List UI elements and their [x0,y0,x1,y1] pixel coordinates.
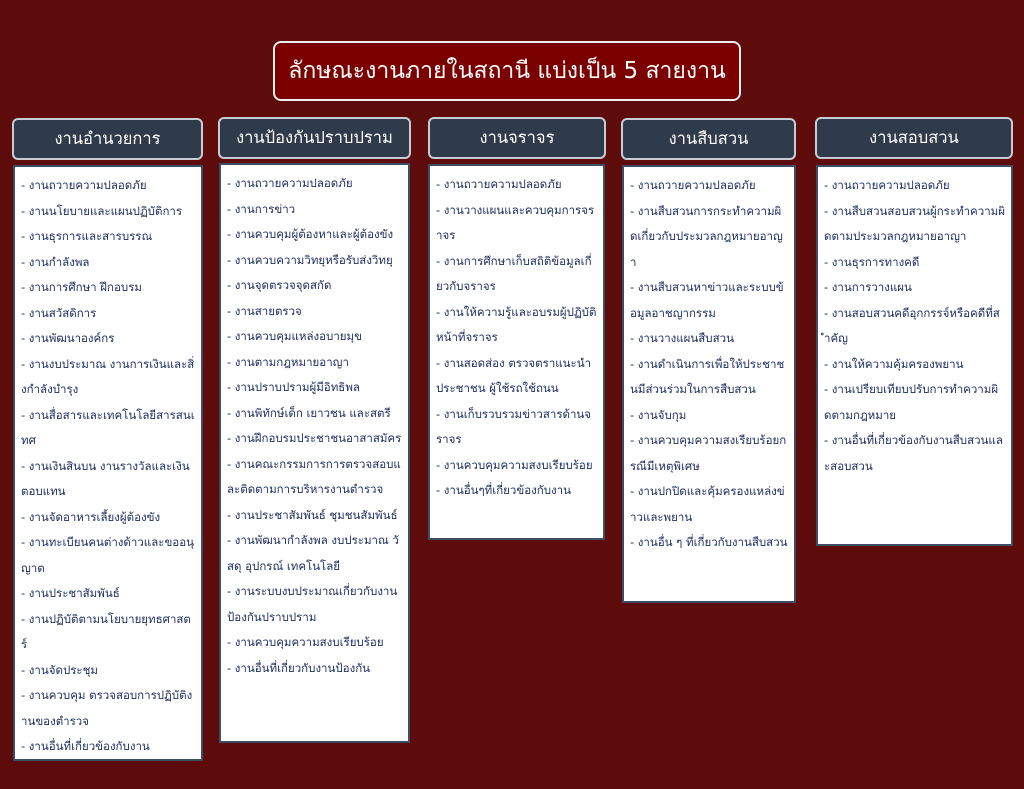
list-item: - งานควบคุมความสงบเรียบร้อย [436,457,593,472]
list-item: - งานงบประมาณ งานการเงินและสิ่งกำลังบำรุง [21,356,195,396]
list-item: - งานจัดประชุม [21,662,98,677]
list-item: - งานพัฒนากำลังพล งบประมาณ วัสดุ อุปกรณ์ เทคโนโลยี [227,533,399,573]
column-list-crime-prevention [219,163,410,743]
list-item: - งานวางแผนและควบคุมการจราจร [436,202,595,242]
list-item: - งานดำเนินการเพื่อให้ประชาชนมีส่วนร่วมในการสืบสวน [630,356,785,396]
list-item: - งานอื่นๆที่เกี่ยวข้องกับงาน [436,483,571,497]
list-item: - งานปกปิดและคุ้มครองแหล่งข่าวและพยาน [630,484,785,524]
list-item: - งานถวายความปลอดภัย [824,178,950,192]
list-item: - งานให้ความคุ้มครองพยาน [824,356,964,371]
list-item: - งานถวายความปลอดภัย [21,178,147,192]
list-item: - งานอื่นที่เกี่ยวข้องกับงานสืบสวนและสอบสวน [824,433,1003,473]
list-item: - งานจัดอาหารเลี้ยงผู้ต้องขัง [21,509,161,524]
list-item: - งานพัฒนาองค์กร [21,331,115,345]
list-item: - งานทะเบียนคนต่างด้าวและขออนุญาต [21,535,194,575]
list-item: - งานคณะกรรมการการตรวจสอบและติดตามการบริหารงานตำรวจ [227,456,401,496]
column-header-crime-prevention: งานป้องกันปราบปราม [218,117,411,159]
list-item: - งานเปรียบเทียบปรับการทำความผิดตามกฎหมาย [824,382,999,422]
list-item: - งานให้ความรู้และอบรมผู้ปฏิบัติหน้าที่จราจร [436,304,597,344]
list-item: - งานการข่าว [227,201,296,216]
list-item: - งานพิทักษ์เด็ก เยาวชน และสตรี [227,405,391,420]
list-item: - งานวางแผนสืบสวน [630,331,734,345]
list-item: - งานควบความวิทยุหรือรับส่งวิทยุ [227,252,393,267]
list-item: - งานสวัสดิการ [21,305,97,320]
list-item: - งานการศึกษา ฝึกอบรม [21,280,142,294]
list-item: - งานสอบสวนคดีอุกกรรจ์หรือคดีที่สำคัญ [824,305,1000,345]
column-header-traffic: งานจราจร [428,117,606,159]
list-item: - งานธุรการและสารบรรณ [21,229,153,243]
column-list-inquiry [816,165,1013,546]
column-list-traffic [428,164,605,540]
list-item: - งานประชาสัมพันธ์ [21,586,120,600]
list-item: - งานนโยบายและแผนปฏิบัติการ [21,203,183,218]
list-item: - งานสื่อสารและเทคโนโลยีสารสนเทศ [21,407,195,447]
list-item: - งานการศึกษาเก็บสถิติข้อมูลเกี่ยวกับจราจร [436,253,592,293]
list-item: - งานจับกุม [630,407,687,422]
list-item: - งานปฏิบัติตามนโยบายยุทธศาสตร์ [21,611,191,651]
list-item: - งานถวายความปลอดภัย [436,177,562,191]
list-item: - งานระบบงบประมาณเกี่ยวกับงานป้องกันปราบปราม [227,584,398,624]
list-item: - งานตามกฎหมายอาญา [227,354,349,369]
list-item: - งานเงินสินบน งานรางวัลและเงินตอบแทน [21,458,190,498]
list-item: - งานสืบสวนการกระทำความผิดเกี่ยวกับประมวลกฎหมายอาญา [630,203,783,269]
list-item: - งานประชาสัมพันธ์ ชุมชนสัมพันธ์ [227,507,398,522]
list-item: - งานสืบสวนสอบสวนผู้กระทำความผิดตามประมวลกฎหมายอาญา [824,203,1005,243]
list-item: - งานการวางแผน [824,280,912,294]
list-item: - งานอื่น ๆ ที่เกี่ยวกับงานสืบสวน [630,535,788,549]
column-header-inquiry: งานสอบสวน [815,117,1013,159]
list-item: - งานควบคุม ตรวจสอบการปฏิบัติงานของตำรวจ [21,688,193,728]
list-item: - งานจุดตรวจจุดสกัด [227,278,332,292]
list-item: - งานถวายความปลอดภัย [630,178,756,192]
list-item: - งานสืบสวนหาข่าวและระบบข้อมูลอาชญากรรม [630,280,784,320]
list-item: - งานควบคุมความสงเรียบร้อยกรณีมีเหตุพิเศษ [630,433,787,473]
list-item: - งานอื่นที่เกี่ยวกับงานป้องกัน [227,660,371,675]
column-header-investigation: งานสืบสวน [621,118,796,160]
list-item: - งานกำลังพล [21,254,90,269]
list-item: - งานสอดส่อง ตรวจตราแนะนำประชาชน ผู้ใช้รถใช้ถนน [436,355,592,395]
column-list-investigation [622,165,796,603]
column-list-administration [13,165,203,761]
list-item: - งานปราบปรามผู้มีอิทธิพล [227,380,360,394]
column-header-administration: งานอำนวยการ [12,118,203,160]
list-item: - งานอื่นที่เกี่ยวข้องกับงาน [21,739,150,753]
list-item: - งานธุรการทางคดี [824,254,920,269]
list-item: - งานเก็บรวบรวมข่าวสารด้านจราจร [436,406,592,446]
list-item: - งานฝึกอบรมประชาชนอาสาสมัคร [227,431,402,445]
diagram-title: ลักษณะงานภายในสถานี แบ่งเป็น 5 สายงาน [273,41,741,101]
list-item: - งานสายตรวจ [227,303,302,318]
list-item: - งานควบคุมผู้ต้องหาและผู้ต้องขัง [227,227,394,241]
list-item: - งานควบคุมแหล่งอบายมุข [227,329,362,343]
list-item: - งานควบคุมความสงบเรียบร้อย [227,635,384,649]
list-item: - งานถวายความปลอดภัย [227,176,353,190]
